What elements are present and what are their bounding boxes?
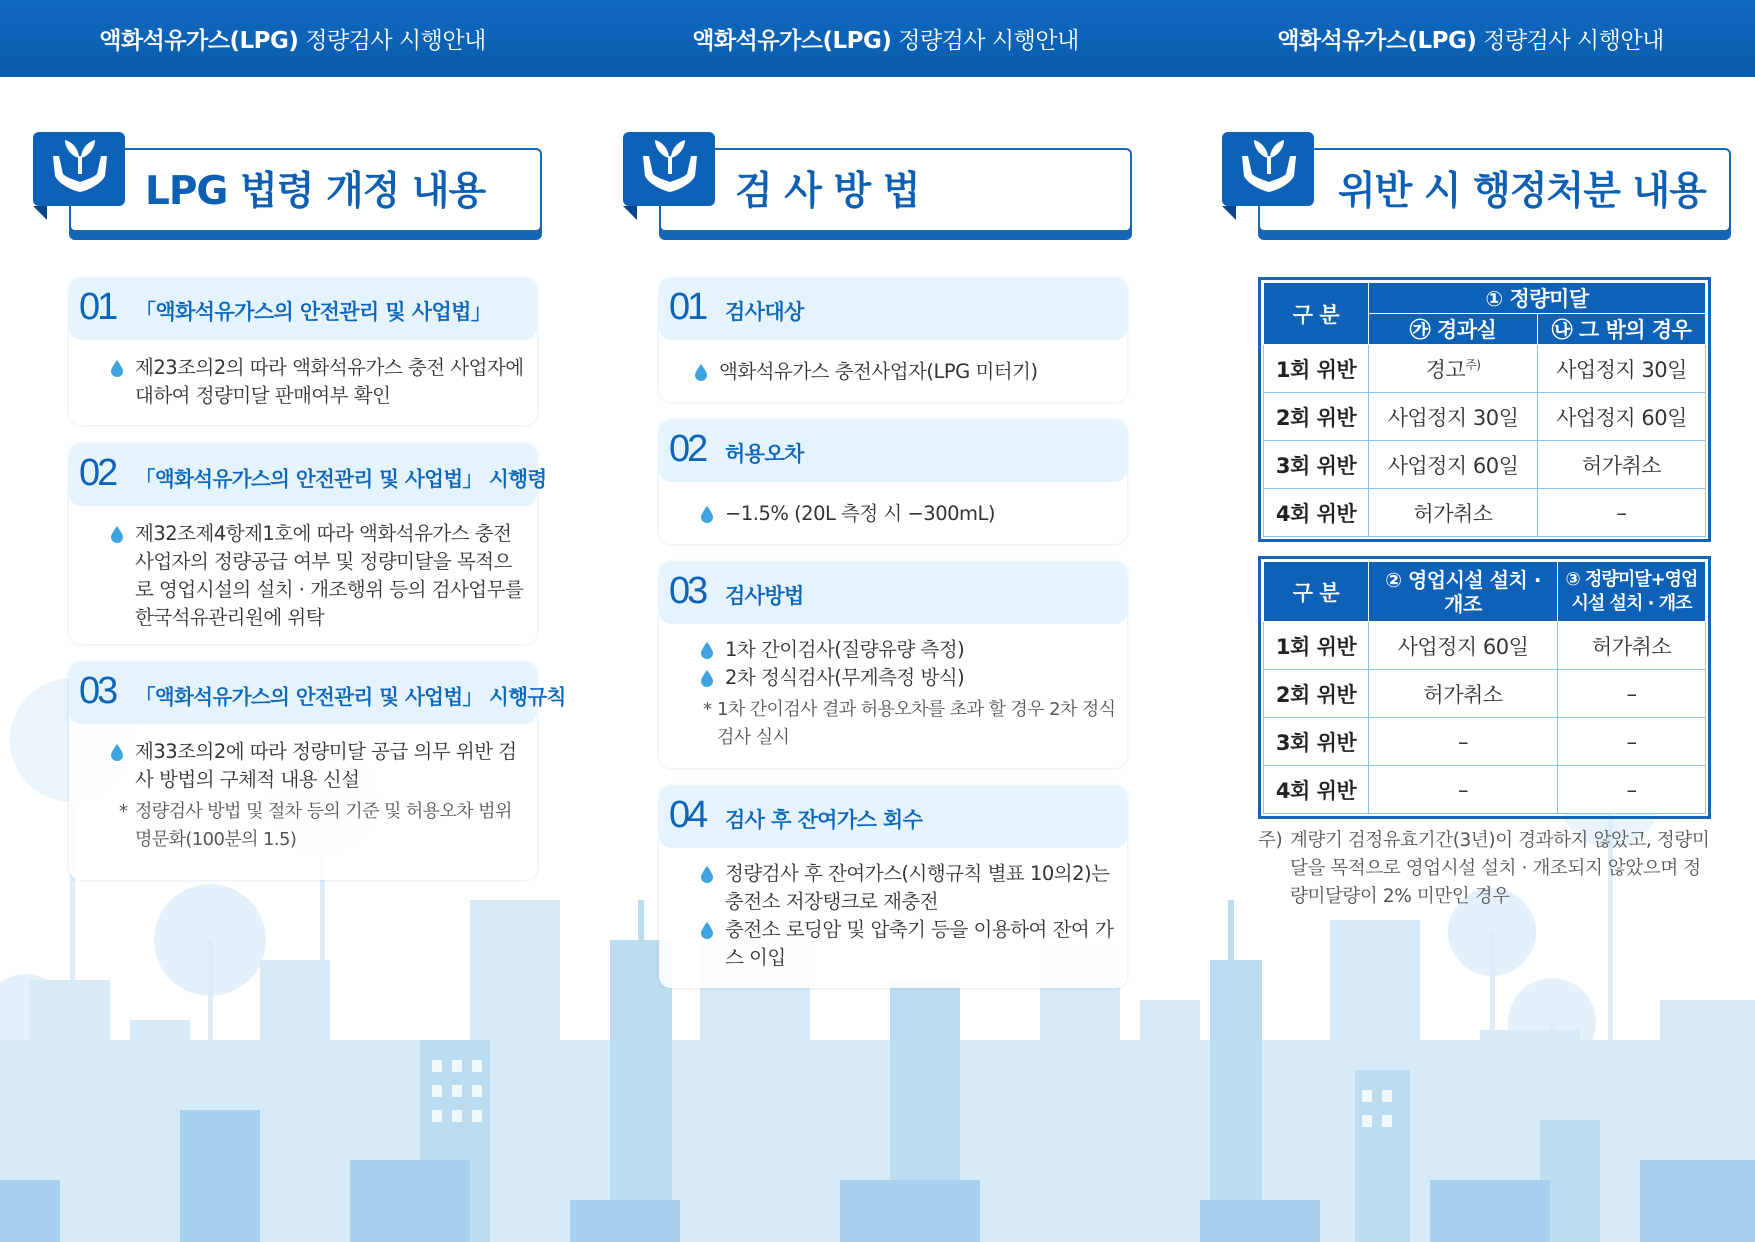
table-row: 2회 위반 사업정지 30일 사업정지 60일 (1264, 393, 1706, 441)
card-title: 검사방법 (725, 584, 804, 608)
info-card (659, 420, 1127, 544)
list-item: 2차 정식검사(무게측정 방식) (699, 664, 1117, 692)
card-title: 검사 후 잔여가스 회수 (725, 808, 923, 832)
list-item: 정량검사 후 잔여가스(시행규칙 별표 10의2)는 충전소 저장탱크로 재충전 (699, 860, 1117, 916)
section-title: LPG 법령 개정 내용 (145, 169, 486, 214)
panel-law-amendment (33, 0, 566, 1242)
panel-inspection-method (623, 0, 1128, 1242)
table-header: ② 영업시설 설치 · 개조 (1369, 562, 1558, 622)
table-header-corner: 구 분 (1264, 562, 1369, 622)
list-item: 충전소 로딩암 및 압축기 등을 이용하여 잔여 가스 이입 (699, 916, 1117, 972)
section-heading (623, 132, 1128, 232)
list-item: 액화석유가스 충전사업자(LPG 미터기) (693, 358, 1117, 386)
penalty-table-2 (1263, 561, 1706, 814)
water-drop-icon (701, 866, 713, 883)
info-card (659, 786, 1127, 988)
panel-title: 액화석유가스(LPG) 정량검사 시행안내 (99, 28, 486, 54)
list-item: 1차 간이검사(질량유량 측정) (699, 636, 1117, 664)
section-title: 검 사 방 법 (735, 169, 920, 214)
water-drop-icon (111, 744, 123, 761)
list-item: −1.5% (20L 측정 시 −300mL) (699, 500, 1117, 528)
table-row: 4회 위반 – – (1264, 766, 1706, 814)
table-header: ㉮ 경과실 (1369, 314, 1538, 345)
section-heading (1222, 132, 1727, 232)
table-row: 3회 위반 사업정지 60일 허가취소 (1264, 441, 1706, 489)
table-row: 3회 위반 – – (1264, 718, 1706, 766)
info-card (659, 278, 1127, 402)
card-number: 02 (79, 452, 116, 494)
panel-title: 액화석유가스(LPG) 정량검사 시행안내 (1277, 28, 1664, 54)
info-card (69, 278, 537, 425)
card-title: 「액화석유가스의 안전관리 및 사업법」 (135, 300, 492, 324)
card-title: 「액화석유가스의 안전관리 및 사업법」 시행령 (135, 467, 547, 491)
section-title: 위반 시 행정처분 내용 (1338, 169, 1706, 214)
table-footnote: 주) 계량기 검정유효기간(3년)이 경과하지 않았고, 정량미달을 목적으로 영업시설 설치 · 개조되지 않았으며 정량미달량이 2% 미만인 경우 (1258, 830, 1710, 907)
table-row: 1회 위반 사업정지 60일 허가취소 (1264, 622, 1706, 670)
table-row: 4회 위반 허가취소 – (1264, 489, 1706, 537)
card-number: 03 (79, 670, 116, 712)
card-title: 허용오차 (725, 442, 804, 466)
water-drop-icon (701, 922, 713, 939)
water-drop-icon (701, 642, 713, 659)
table-row: 1회 위반 경고$^{주)}$ 사업정지 30일 (1264, 345, 1706, 393)
footnote-note: * 1차 간이검사 결과 허용오차를 초과 할 경우 2차 정식검사 실시 (703, 699, 1116, 748)
list-item: 제23조의2의 따라 액화석유가스 충전 사업자에 대하여 정량미달 판매여부 확인 (109, 354, 527, 410)
card-number: 03 (669, 570, 706, 612)
sprout-hands-icon (1222, 132, 1314, 206)
sprout-hands-icon (623, 132, 715, 206)
water-drop-icon (695, 364, 707, 381)
info-card (69, 444, 547, 644)
sprout-hands-icon (33, 132, 125, 206)
footnote-note: * 정량검사 방법 및 절차 등의 기준 및 허용오차 범위 명문화(100분의 1.5) (119, 801, 512, 850)
table-header: ㉯ 그 밖의 경우 (1538, 314, 1706, 345)
section-heading (33, 132, 538, 232)
card-title: 검사대상 (725, 300, 804, 324)
info-card (69, 662, 566, 880)
table-header-corner: 구 분 (1264, 283, 1369, 345)
card-number: 01 (669, 286, 706, 328)
water-drop-icon (111, 360, 123, 377)
list-item: 제32조제4항제1호에 따라 액화석유가스 충전 사업자의 정량공급 여부 및 정량미달을 목적으로 영업시설의 설치 · 개조행위 등의 검사업무를 한국석유관리원에 위탁 (109, 520, 527, 632)
water-drop-icon (111, 526, 123, 543)
list-item: 제33조의2에 따라 정량미달 공급 의무 위반 검사 방법의 구체적 내용 신설 (109, 738, 527, 794)
penalty-table-1 (1263, 282, 1706, 537)
info-card (659, 562, 1127, 768)
panel-title: 액화석유가스(LPG) 정량검사 시행안내 (692, 28, 1079, 54)
card-number: 01 (79, 286, 116, 328)
table-header: ③ 정량미달+영업시설 설치 · 개조 (1558, 562, 1706, 622)
table-row: 2회 위반 허가취소 – (1264, 670, 1706, 718)
card-number: 02 (669, 428, 706, 470)
water-drop-icon (701, 670, 713, 687)
table-header-group: ① 정량미달 (1369, 283, 1706, 314)
water-drop-icon (701, 506, 713, 523)
card-number: 04 (669, 794, 706, 836)
card-title: 「액화석유가스의 안전관리 및 사업법」 시행규칙 (135, 685, 566, 709)
